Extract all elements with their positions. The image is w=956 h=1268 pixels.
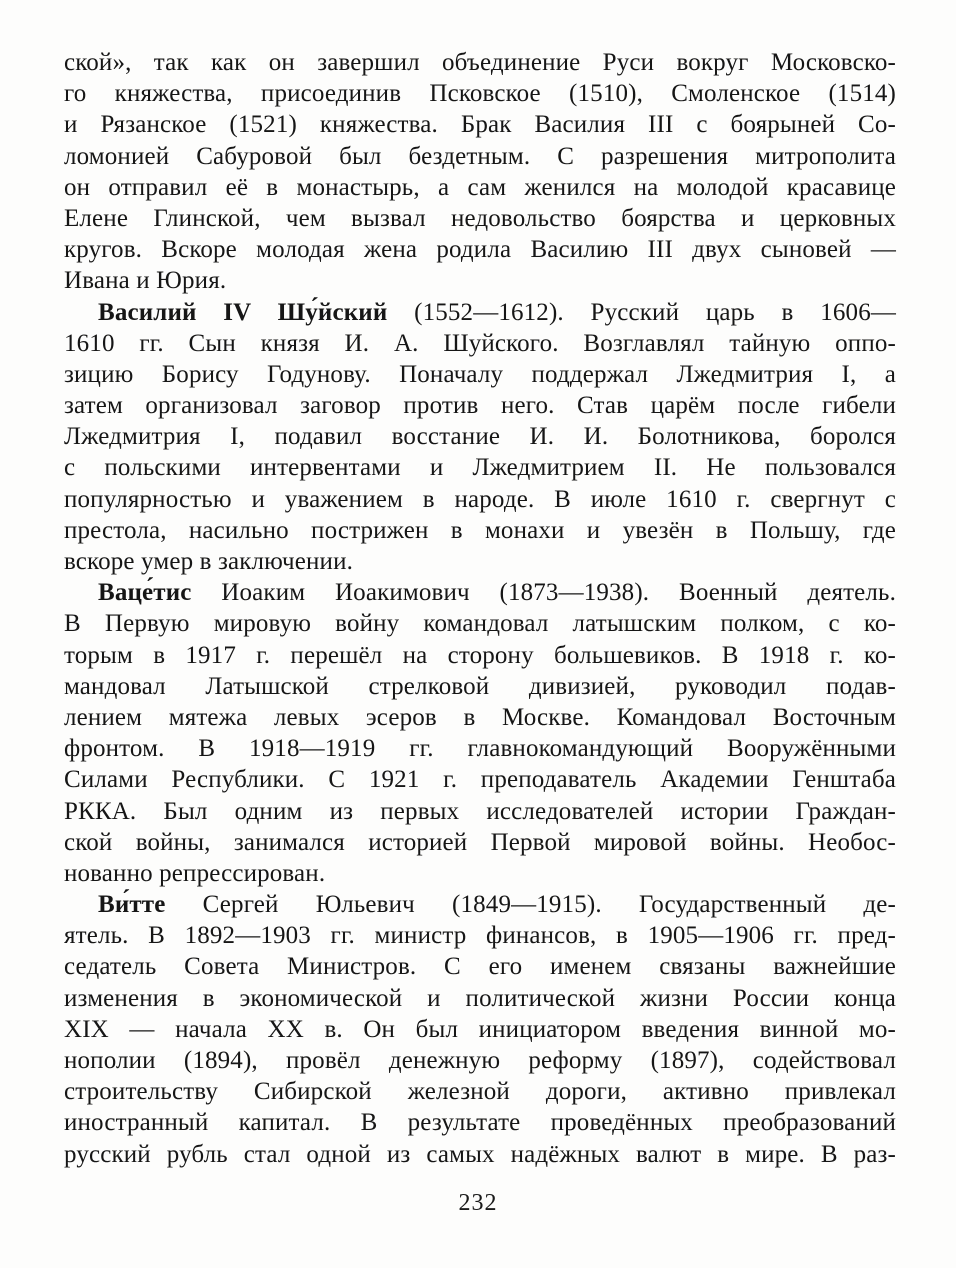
text-line: В Первую мировую войну командовал латышским полком, с ко- (64, 610, 896, 638)
text-line: го княжества, присоединив Псковское (1510), Смоленское (1514) (64, 80, 896, 108)
text-line: иностранный капитал. В результате проведённых преобразований (64, 1109, 896, 1137)
text-line: Лжедмитрия I, подавил восстание И. И. Болотникова, боролся (64, 423, 896, 451)
text-line: ской», так как он завершил объединение Руси вокруг Московско- (64, 49, 896, 76)
text-line: Силами Республики. С 1921 г. преподаватель Академии Генштаба (64, 766, 896, 794)
text-line: кругов. Вскоре молодая жена родила Василию III двух сыновей — (64, 236, 896, 264)
text-line: седатель Совета Министров. С его именем связаны важнейшие (64, 953, 896, 981)
text-line: Елене Глинской, чем вызвал недовольство боярства и церковных (64, 204, 896, 232)
text-line: Ви́тте Сергей Юльевич (1849—1915). Государственный де- (98, 891, 896, 919)
text-line: лением мятежа левых эсеров в Москве. Командовал Восточным (64, 703, 896, 731)
entry-headword: Ви́тте (98, 891, 166, 919)
text-line: мандовал Латышской стрелковой дивизией, руководил подав- (64, 672, 896, 700)
text-line: Василий IV Шу́йский (1552—1612). Русский царь в 1606— (98, 298, 896, 326)
entry-witte (64, 889, 896, 1170)
text-line: и Рязанское (1521) княжества. Брак Василия III с боярыней Со- (64, 111, 896, 139)
text-line: вскоре умер в заключении. (64, 548, 353, 575)
text-line: торым в 1917 г. перешёл на сторону большевиков. В 1918 г. ко- (64, 641, 896, 669)
text-line: Ваце́тис Иоаким Иоакимович (1873—1938). Военный деятель. (98, 579, 896, 607)
text-line: престола, насильно пострижен в монахи и увезён в Польшу, где (64, 516, 896, 544)
entry-vasily-iv-shuysky (64, 297, 896, 578)
text-line: ской войны, занимался историей Первой мировой войны. Необос- (64, 828, 896, 856)
text-line: XIX — начала XX в. Он был инициатором введения винной мо- (64, 1015, 896, 1043)
text-line: затем организовал заговор против него. Став царём после гибели (64, 392, 896, 420)
text-line: ятель. В 1892—1903 гг. министр финансов, в 1905—1906 гг. пред- (64, 922, 896, 950)
entry-vatsetis (64, 577, 896, 889)
text-line: с польскими интервентами и Лжедмитрием II. Не пользовался (64, 454, 896, 482)
text-line: он отправил её в монастырь, а сам женился на молодой красавице (64, 173, 896, 201)
text-line: Ивана и Юрия. (64, 267, 227, 295)
text-line: нополии (1894), провёл денежную реформу (1897), содействовал (64, 1047, 896, 1074)
text-line: 1610 гг. Сын князя И. А. Шуйского. Возглавлял тайную оппо- (64, 329, 896, 357)
page-number: 232 (458, 1190, 498, 1216)
text-line: ломонией Сабуровой был бездетным. С разрешения митрополита (64, 142, 896, 170)
text-line: русский рубль стал одной из самых надёжных валют в мире. В раз- (64, 1140, 896, 1168)
text-block (64, 47, 896, 1170)
entry-vasily-iii-continuation (64, 47, 896, 297)
text-line: РККА. Был одним из первых исследователей истории Граждан- (64, 797, 896, 825)
text-line: фронтом. В 1918—1919 гг. главнокомандующий Вооружёнными (64, 735, 896, 763)
text-line: зицию Борису Годунову. Поначалу поддержал Лжедмитрия I, а (64, 360, 896, 388)
text-line: популярностью и уважением в народе. В июле 1610 г. свергнут с (64, 485, 896, 513)
entry-headword: Ваце́тис (98, 579, 192, 607)
text-line: изменения в экономической и политической жизни России конца (64, 984, 896, 1012)
text-line: нованно репрессирован. (64, 859, 326, 887)
text-line: строительству Сибирской железной дороги, активно привлекал (64, 1078, 896, 1106)
entry-headword: Василий IV Шу́йский (98, 298, 388, 326)
